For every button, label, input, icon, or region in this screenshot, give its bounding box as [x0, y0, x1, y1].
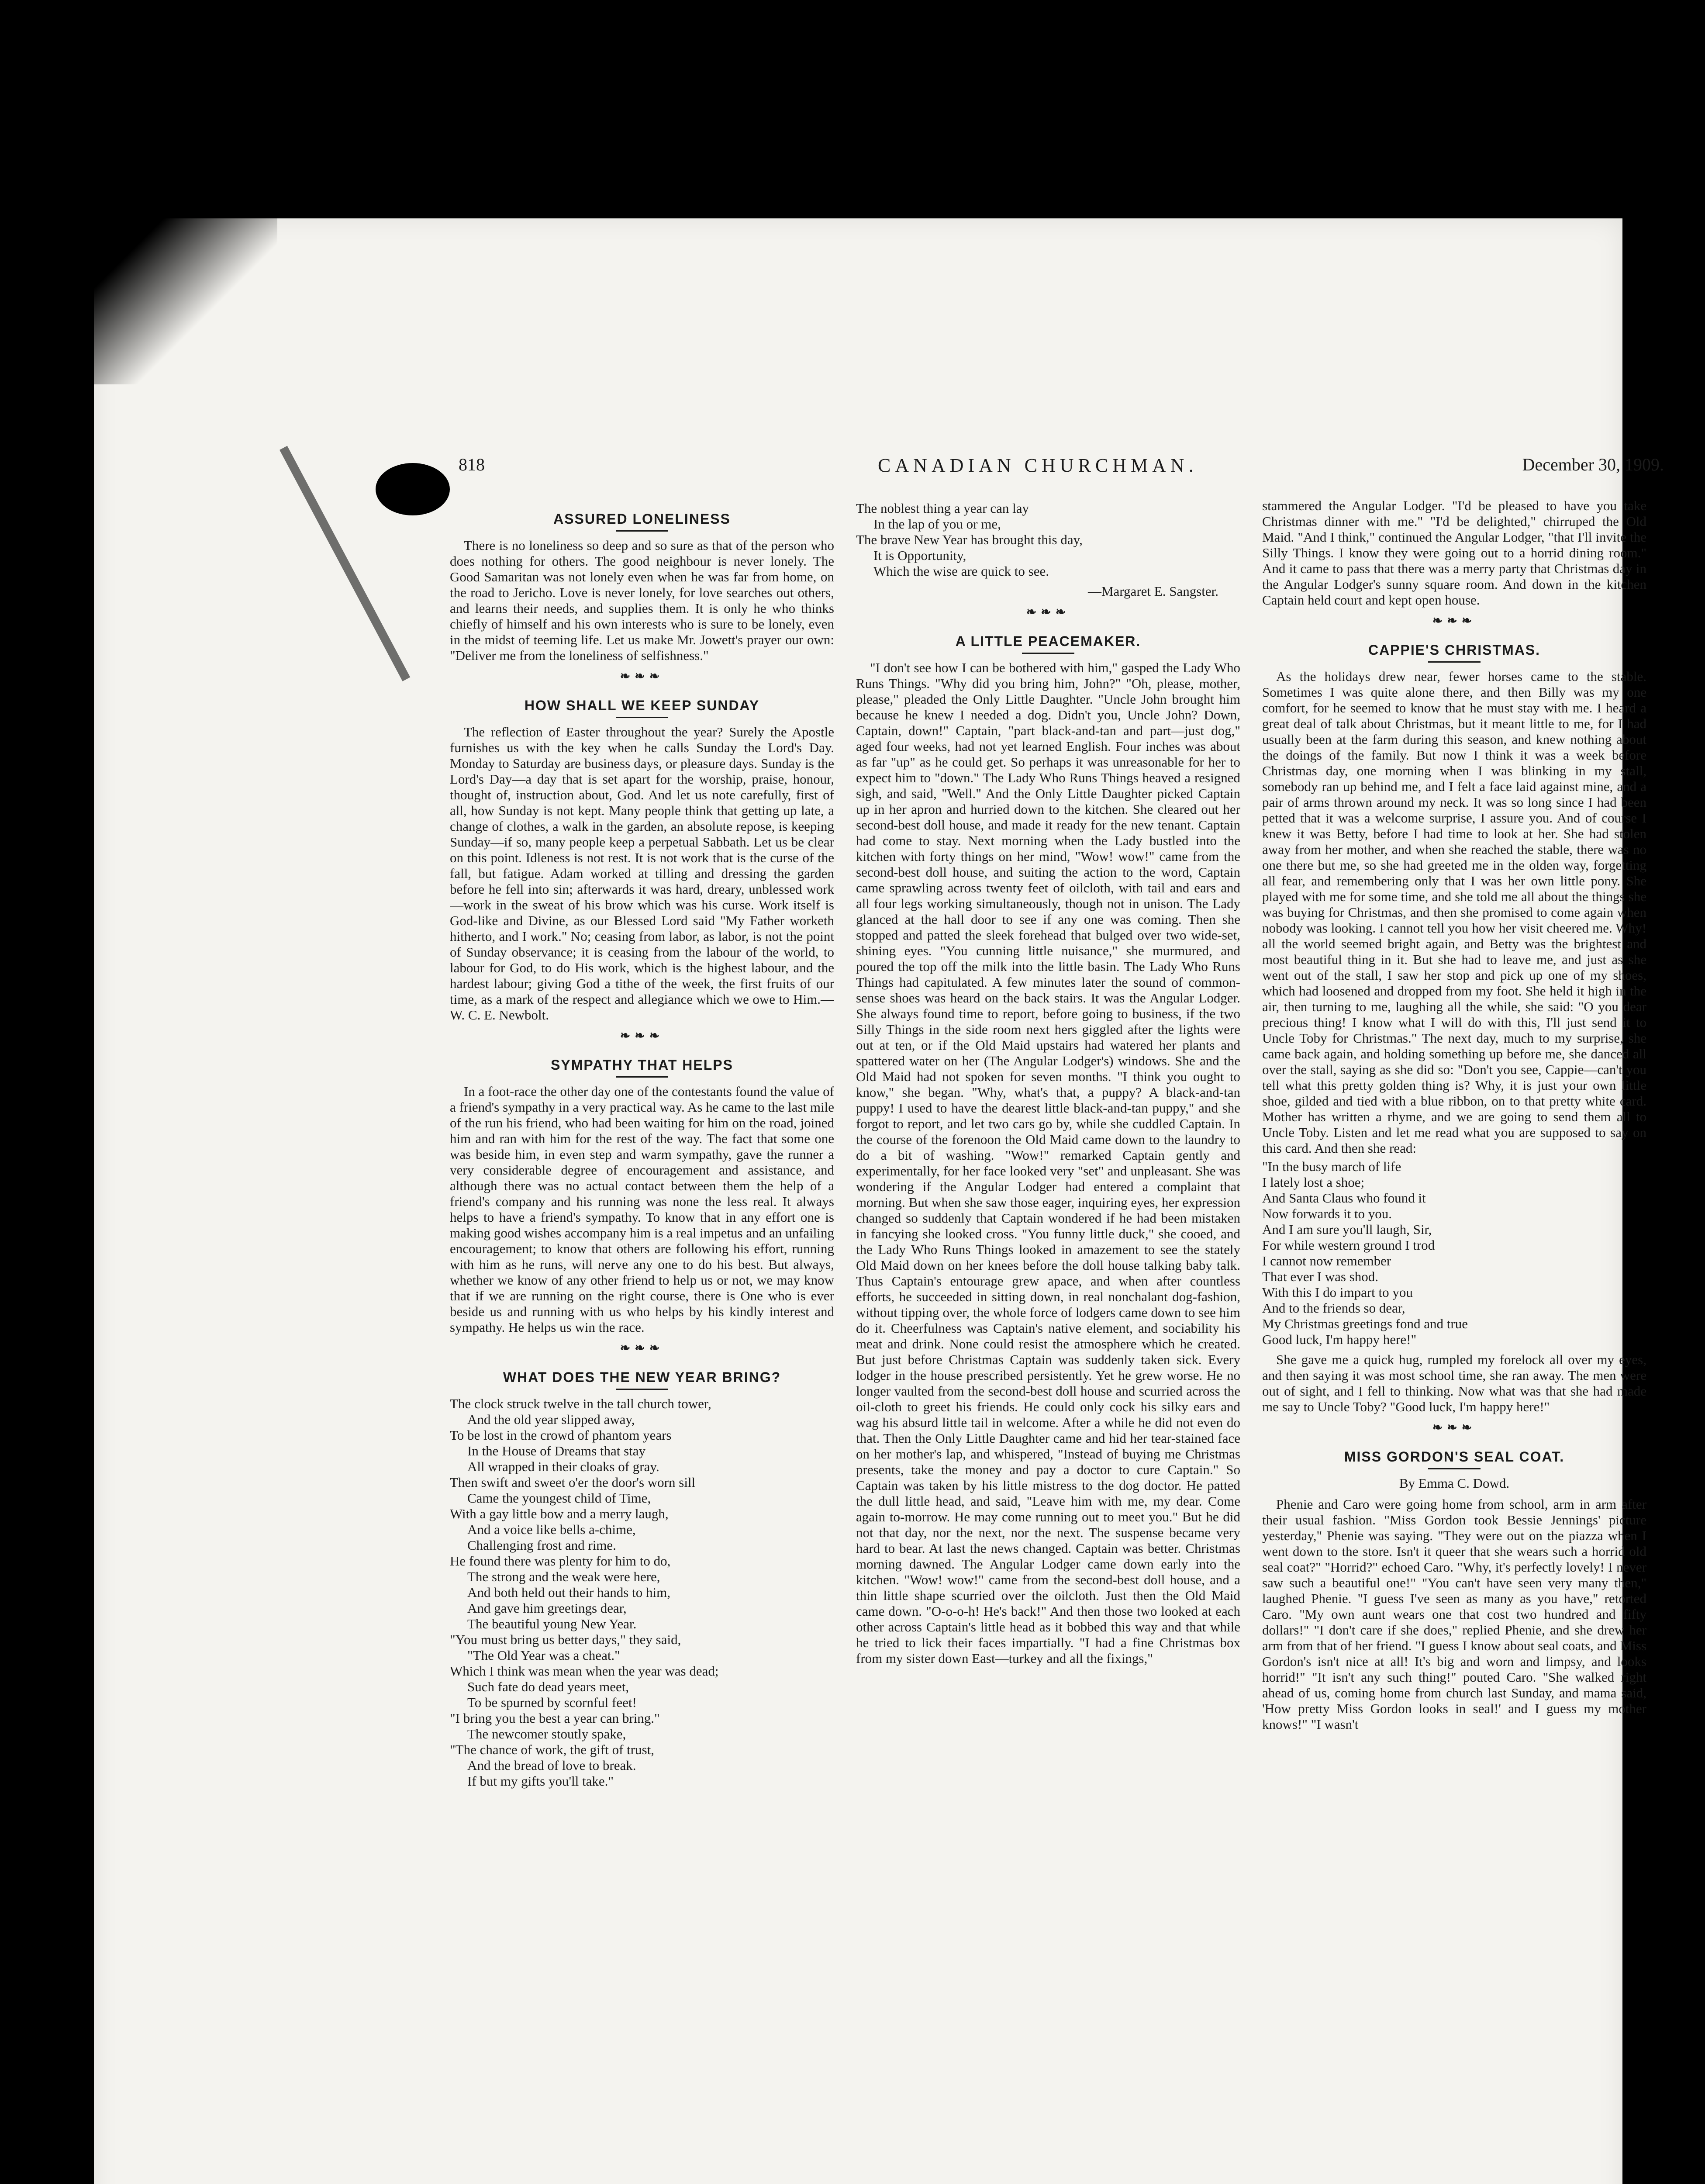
poem-line: "The chance of work, the gift of trust, [450, 1742, 655, 1757]
poem-line: "You must bring us better days," they said, [450, 1632, 681, 1647]
article-paragraph: In a foot-race the other day one of the contestants found the value of a friend's sympathy in a very practical way. As he came to the last mile of the run his friend, who had been waiting for him on the road, joined him and ran with him for the rest of the way. The fact that some one was beside him, in even step and warm sympathy, gave the runner a very considerable degree of encouragement and assistance, and although there was no actual contact between them the help of a friend's company and his running was none the less real. It always helps to have a friend's sympathy. To know that in any effort one is making good wishes accompany him is a real impetus and an unfailing encouragement; to know that others are following his effort, running with him as he runs, will nerve any one to do his best. But always, whether we know of any other friend to help us or not, we may know that if we are running on the right course, there is One who is ever beside us and running with us who helps by his kindly interest and sympathy. He helps us win the race. [450, 1084, 834, 1335]
section-ornament: ❧❧❧ [1432, 1421, 1477, 1434]
page-number: 818 [459, 455, 485, 474]
poem-line: The newcomer stoutly spake, [467, 1726, 626, 1742]
poem-line: In the lap of you or me, [873, 516, 1001, 532]
poem-new-year-continued [856, 501, 1240, 579]
poem-line: I lately lost a shoe; [1262, 1175, 1365, 1190]
article-paragraph: "I don't see how I can be bothered with him," gasped the Lady Who Runs Things. "Why did you bring him, John?" "Oh, please, mother, please," pleaded the Only Little Daughter. "Uncle John brought him because he knew I needed a dog. Didn't you, Uncle John? Down, Captain, down!" Captain, "part black-and-tan and part—just dog," aged four weeks, had not yet learned English. Four inches was about as far "up" as he could get. So perhaps it was unreasonable for her to expect him to "down." The Lady Who Runs Things heaved a resigned sigh, and said, "Well." And the Only Little Daughter picked Captain up in her apron and hurried down to the kitchen. She cleared out her second-best doll house, and made it ready for the new tenant. Captain had come to stay. Next morning when the Lady bustled into the kitchen with forty things on her mind, "Wow! wow!" came from the second-best doll house, and suiting the action to the word, Captain came sprawling across twenty feet of oilcloth, with tail and ears and all four legs working simultaneously, though not in unison. The Lady glanced at the hall door to see if any one was coming. Then she stopped and patted the sleek forehead that bulged over two wide-set, shining eyes. "You cunning little nuisance," she murmured, and poured the top off the milk into the little basin. The Lady Who Runs Things had capitulated. A few minutes later the sound of common-sense shoes was heard on the back stairs. It was the Angular Lodger. She always found time to report, before going to business, if the two Silly Things in the side room next hers giggled after the lights were out at ten, or if the Old Maid upstairs had watered her plants and spattered water on her (The Angular Lodger's) windows. She and the Old Maid had not spoken for seven months. "I think you ought to know," she began. "Why, what's that, a puppy? A black-and-tan puppy! I used to have the dearest little black-and-tan puppy," and she forgot to report, and let two cars go by, while she cuddled Captain. In the course of the forenoon the Old Maid came down to the laundry to do a bit of washing. "Wow!" remarked Captain gently and experimentally, for her face looked very "set" and unpleasant. She was wondering if the Angular Lodger had entered a complaint that morning. But when she saw those eager, inquiring eyes, her expression changed so suddenly that Captain wondered if he had been mistaken in fancying she looked cross. "You funny little duck," she cooed, and the Lady Who Runs Things looked in amazement to see the stately Old Maid down on her knees before the doll house talking baby talk. Thus Captain's entourage grew apace, and when after countless efforts, he succeeded in sitting down, in real nonchalant dog-fashion, without tipping over, the whole force of lodgers came down to see him do it. Cheerfulness was Captain's native element, and sociability his meat and drink. None could resist the atmosphere which he created. But just before Christmas Captain was suddenly taken sick. Every lodger in the house prescribed persistently. Yet he grew worse. He no longer vaulted from the second-best doll house and scurried across the oil-cloth to greet his friends. He could only cock his silky ears and wag his absurd little tail in welcome. After a while he did not even do that. Then the Only Little Daughter came and hid her tear-stained face on her mother's lap, and whispered, "Instead of buying me Christmas presents, take the money and pay a doctor to cure Captain." So Captain was taken by his little mistress to the dog doctor. He patted the dull little head, and said, "Leave him with me, my dear. Come again to-morrow. He may come running out to meet you." But he did not that day, nor the next, nor the next. The suspense became very hard to bear. At last the news changed. Captain was better. Christmas morning dawned. The Angular Lodger came down early into the kitchen. "Wow! wow!" came from the second-best doll house, and a thin little shape scurried over the oilcloth. Just then the Old Maid came down. "O-o-o-h! He's back!" And then those two looked at each other across Captain's little head as it bobbed this way and that while he tried to lick their faces impartially. "I had a fine Christmas box from my sister down East—turkey and all the fixings," [856, 660, 1240, 1666]
poem-line: With this I do impart to you [1262, 1285, 1413, 1300]
poem-line: And the bread of love to break. [467, 1758, 636, 1773]
poem-line: The beautiful young New Year. [467, 1616, 637, 1631]
poem-line: The clock struck twelve in the tall church tower, [450, 1396, 711, 1411]
poem-line: And I am sure you'll laugh, Sir, [1262, 1222, 1432, 1237]
poem-line: "The Old Year was a cheat." [467, 1648, 620, 1663]
ink-blot [376, 463, 450, 515]
poem-line: And gave him greetings dear, [467, 1600, 627, 1616]
poem-line: And both held out their hands to him, [467, 1585, 670, 1600]
article-paragraph: There is no loneliness so deep and so sure as that of the person who does nothing for others. The good neighbour is never lonely. The Good Samaritan was not lonely even when he was far from home, on the road to Jericho. Love is never lonely, for love searches out others, and learns their needs, and supplies them. It is only he who thinks chiefly of himself and his own interests who is sure to be lonely, even in the midst of teeming life. Let us make Mr. Jowett's prayer our own: "Deliver me from the loneliness of selfishness." [450, 538, 834, 663]
article-heading-peacemaker: A LITTLE PEACEMAKER. [856, 633, 1240, 654]
article-paragraph: stammered the Angular Lodger. "I'd be pleased to have you take Christmas dinner with me." "I'd be delighted," chirruped the Old Maid. "And I think," continued the Angular Lodger, "that I'll invite the Silly Things. I know they were going out to a horrid dining room." And it came to pass that there was a merry party that Christmas day in the Angular Lodger's sunny square room. And down in the kitchen Captain held court and kept open house. [1262, 498, 1646, 608]
poem-line: Which I think was mean when the year was dead; [450, 1663, 719, 1679]
poem-line: I cannot now remember [1262, 1253, 1391, 1268]
poem-line: Came the youngest child of Time, [467, 1490, 651, 1506]
poem-line: In the House of Dreams that stay [467, 1443, 646, 1458]
poem-line: The brave New Year has brought this day, [856, 532, 1083, 547]
byline: By Emma C. Dowd. [1399, 1476, 1510, 1491]
poem-line: The noblest thing a year can lay [856, 501, 1029, 516]
page-header [459, 454, 1664, 480]
poem-line: And the old year slipped away, [467, 1412, 635, 1427]
poem-line: With a gay little bow and a merry laugh, [450, 1506, 669, 1521]
poem-line: My Christmas greetings fond and true [1262, 1316, 1468, 1331]
poem-cappie [1262, 1159, 1646, 1348]
column-right [1262, 498, 1646, 2184]
issue-date: December 30, 1909. [1522, 455, 1664, 474]
article-heading-cappie: CAPPIE'S CHRISTMAS. [1262, 642, 1646, 663]
poem-line: "In the busy march of life [1262, 1159, 1401, 1174]
column-middle [856, 498, 1240, 2184]
article-paragraph: Phenie and Caro were going home from school, arm in arm after their usual fashion. "Miss Gordon took Bessie Jennings' picture yesterday," Phenie was saying. "They were out on the piazza when I went down to the store. Isn't it queer that she wears such a horrid old seal coat?" "Horrid?" echoed Caro. "Why, it's perfectly lovely! I never saw such a beautiful one!" "You can't have seen very many then," laughed Phenie. "I guess I've seen as many as you have," retorted Caro. "My own aunt wears one that cost two hundred and fifty dollars!" "I don't care if she does," replied Phenie, and she drew her arm from that of her friend. "I guess I know about seal coats, and Miss Gordon's isn't nice at all! It's big and worn and limpsy, and looks horrid!" "It isn't any such thing!" pouted Caro. "She walked right ahead of us, coming home from church last Sunday, and mama said, 'How pretty Miss Gordon looks in seal!' and I guess my mother knows!" "I wasn't [1262, 1496, 1646, 1732]
poem-line: Which the wise are quick to see. [873, 563, 1049, 579]
article-paragraph: She gave me a quick hug, rumpled my forelock all over my eyes, and then saying it was most school time, she ran away. The men were out of sight, and I fell to thinking. Now what was that she had made me say to Uncle Toby? "Good luck, I'm happy here!" [1262, 1352, 1646, 1414]
section-ornament: ❧❧❧ [620, 670, 664, 683]
poem-line: To be spurned by scornful feet! [467, 1695, 637, 1710]
poem-line: The strong and the weak were here, [467, 1569, 660, 1584]
section-ornament: ❧❧❧ [1432, 614, 1477, 628]
poem-line: All wrapped in their cloaks of gray. [467, 1459, 659, 1474]
poem-line: For while western ground I trod [1262, 1237, 1435, 1253]
article-heading-new-year: WHAT DOES THE NEW YEAR BRING? [450, 1369, 834, 1390]
poem-line: Such fate do dead years meet, [467, 1679, 629, 1694]
poem-line: That ever I was shod. [1262, 1269, 1378, 1284]
article-heading-sympathy: SYMPATHY THAT HELPS [450, 1057, 834, 1078]
poem-line: He found there was plenty for him to do, [450, 1553, 671, 1569]
poem-signature: —Margaret E. Sangster. [1087, 584, 1218, 599]
poem-line: "I bring you the best a year can bring." [450, 1711, 660, 1726]
scan-shadow [94, 218, 277, 384]
poem-new-year [450, 1396, 834, 1789]
article-heading-seal-coat: MISS GORDON'S SEAL COAT. [1262, 1449, 1646, 1469]
poem-line: And to the friends so dear, [1262, 1300, 1405, 1316]
poem-line: If but my gifts you'll take." [467, 1773, 614, 1789]
article-heading-loneliness: ASSURED LONELINESS [450, 511, 834, 532]
poem-line: Challenging frost and rime. [467, 1538, 616, 1553]
article-paragraph: As the holidays drew near, fewer horses came to the stable. Sometimes I was quite alone there, and then Billy was my one comfort, for he seemed to know that he must stay with me. I heard a great deal of talk about Christmas, but it meant little to me, for I had usually been at the farm during this season, and knew nothing about the doings of the family. But now I think it was a week before Christmas day, one morning when I was blinking in my stall, somebody ran up behind me, and I felt a face laid against mine, and a pair of arms thrown around my neck. It was so long since I had been petted that it was a welcome surprise, I assure you. And of course I knew it was Betty, before I had time to look at her. She had stolen away from her mother, and when she reached the stable, there was no one there but me, so she had greeted me in the olden way, forgetting all fear, and remembering only that I was her own little pony. She played with me for some time, and she told me all about the things she was buying for Christmas, and then she promised to come again when nobody was looking. I cannot tell you how her visit cheered me. Why! all the world seemed bright again, and Betty was the brightest and most beautiful thing in it. But she had to leave me, and just as she went out of the stall, I saw her stop and pick up one of my shoes, which had loosened and dropped from my foot. She held it high in the air, then turning to me, laughing all the while, she said: "O you dear precious thing! I know what I will do with this, I'll just send it to Uncle Toby for Christmas." The next day, much to my surprise, she came back again, and holding something up before me, she danced all over the stall, saying as she did so: "Don't you see, Cappie—can't you tell what this pretty golden thing is? Why, it is just your own little shoe, gilded and tied with a blue ribbon, on to that pretty white card. Mother has written a rhyme, and we are going to send them all to Uncle Toby. Listen and let me read what you are supposed to say on this card. And then she read: [1262, 669, 1646, 1156]
section-ornament: ❧❧❧ [620, 1341, 664, 1355]
poem-line: To be lost in the crowd of phantom years [450, 1427, 672, 1443]
poem-line: And Santa Claus who found it [1262, 1190, 1426, 1206]
masthead-title: CANADIAN CHURCHMAN. [878, 455, 1198, 476]
poem-line: It is Opportunity, [873, 548, 966, 563]
poem-line: Now forwards it to you. [1262, 1206, 1392, 1221]
poem-line: Then swift and sweet o'er the door's worn sill [450, 1475, 696, 1490]
section-ornament: ❧❧❧ [620, 1029, 664, 1043]
article-paragraph: The reflection of Easter throughout the year? Surely the Apostle furnishes us with the key when he calls Sunday the Lord's Day. Monday to Saturday are business days, or pleasure days. Sunday is the Lord's Day—a day that is set apart for the worship, praise, honour, thought of, instruction about, God. And let us note carefully, first of all, how Sunday is not kept. Many people think that getting up late, a change of clothes, a walk in the garden, an absolute repose, is keeping Sunday—if so, many people keep a perpetual Sabbath. Let us be clear on this point. Idleness is not rest. It is not work that is the curse of the fall, but fatigue. Adam worked at tilling and dressing the garden before he fell into sin; afterwards it was hard, dreary, unblessed work—work in the sweat of his brow which was his curse. Work itself is God-like and Divine, as our Blessed Lord said "My Father worketh hitherto, and I work." No; ceasing from labor, as labor, is not the point of Sunday observance; it is ceasing from the labour of the world, to labour for God, to do His work, which is the highest labour, and the hardest labour; giving God a tithe of the week, the first fruits of our time, as a mark of the respect and allegiance which we owe to Him.—W. C. E. Newbolt. [450, 724, 834, 1023]
poem-line: Good luck, I'm happy here!" [1262, 1332, 1417, 1347]
column-left [450, 498, 834, 2184]
section-ornament: ❧❧❧ [1026, 605, 1070, 619]
article-heading-sunday: HOW SHALL WE KEEP SUNDAY [450, 698, 834, 718]
poem-line: And a voice like bells a-chime, [467, 1522, 636, 1537]
